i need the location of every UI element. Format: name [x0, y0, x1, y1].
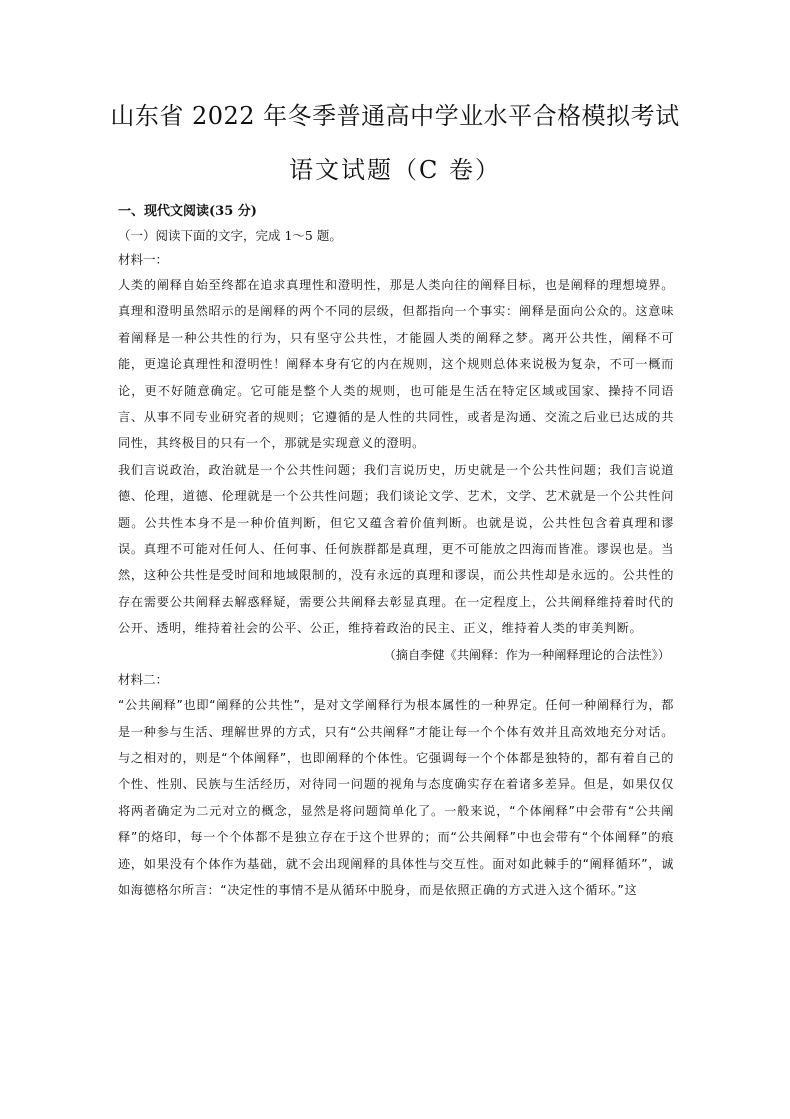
material-one-label: 材料一： — [118, 252, 169, 267]
material-one-paragraph: 人类的阐释自始至终都在追求真理性和澄明性，那是人类向往的阐释目标，也是阐释的理想境界。真理和澄明虽然昭示的是阐释的两个不同的层级，但都指向一个事实：阐释是面向公众的。这意味着阐释是一种公共性的行为，只有坚守公共性，才能圆人类的阐释之梦。离开公共性，阐释不可能，更遑论真理性和澄明性！阐释本身有它的内在规则，这个规则总体来说极为复杂，不可一概而论，更不好随意确定。它可能是整个人类的规则，也可能是生活在特定区域或国家、操持不同语言、从事不同专业研究者的规则；它遵循的是人性的共同性，或者是沟通、交流之后业已达成的共同性，其终极目的只有一个，那就是实现意义的澄明。 — [118, 278, 674, 451]
section-instruction: （一）阅读下面的文字，完成 1～5 题。 — [118, 228, 342, 243]
material-one-paragraph: 我们言说政治，政治就是一个公共性问题；我们言说历史，历史就是一个公共性问题；我们言说道德、伦理，道德、伦理就是一个公共性问题；我们谈论文学、艺术，文学、艺术就是一个公共性问题。公共性本身不是一种价值判断，但它又蕴含着价值判断。也就是说，公共性包含着真理和谬误。真理不可能对任何人、任何事、任何族群都是真理，更不可能放之四海而皆准。谬误也是。当然，这种公共性是受时间和地域限制的，没有永远的真理和谬误，而公共性却是永远的。公共性的存在需要公共阐释去解惑释疑，需要公共阐释去彰显真理。在一定程度上，公共阐释维持着时代的公开、透明，维持着社会的公平、公正，维持着政治的民主、正义，维持着人类的审美判断。 — [118, 462, 674, 636]
material-two-paragraph: “公共阐释”也即“阐释的公共性”，是对文学阐释行为根本属性的一种界定。任何一种阐释行为，都是一种参与生活、理解世界的方式，只有“公共阐释”才能让每一个个体有效并且高效地充分对话。与之相对的，则是“个体阐释”，也即阐释的个体性。它强调每一个个体都是独特的，都有着自己的个性、性别、民族与生活经历，对待同一问题的视角与态度确实存在着诸多差异。但是，如果仅仅将两者确定为二元对立的概念，显然是将问题简单化了。一般来说，“个体阐释”中会带有“公共阐释”的烙印，每一个个体都不是独立存在于这个世界的；而“公共阐释”中也会带有“个体阐释”的痕迹，如果没有个体作为基础，就不会出现阐释的具体性与交互性。面对如此棘手的“阐释循环”，诚如海德格尔所言：“决定性的事情不是从循环中脱身，而是依照正确的方式进入这个循环。”这 — [118, 698, 674, 897]
material-one-source: （摘自李健《共阐释：作为一种阐释理论的合法性》） — [383, 647, 670, 662]
reading-section — [118, 200, 674, 903]
material-two-label: 材料二： — [118, 672, 169, 688]
section-heading: 一、现代文阅读(35 分) — [118, 204, 257, 219]
exam-title: 山东省 2022 年冬季普通高中学业水平合格模拟考试 — [110, 102, 680, 130]
exam-subtitle: 语文试题（C 卷） — [289, 156, 501, 184]
